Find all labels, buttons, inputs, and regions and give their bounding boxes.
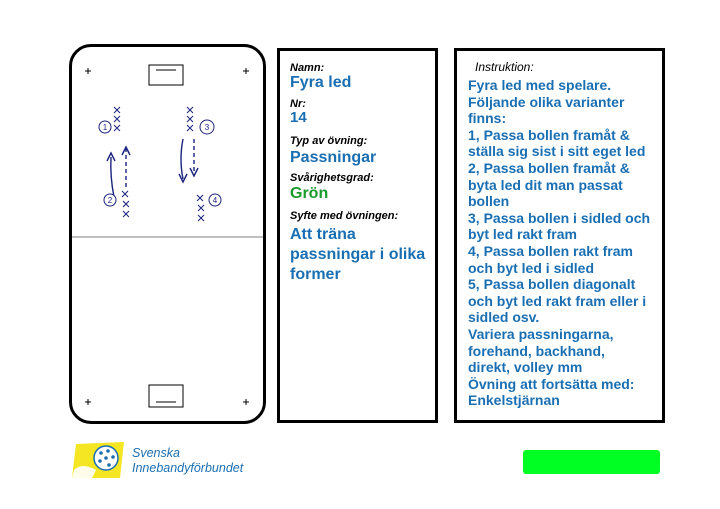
instruction-line: 1, Passa bollen framåt &	[468, 126, 630, 143]
instruction-line: Variera passningarna,	[468, 325, 614, 342]
players	[114, 107, 204, 221]
logo-line-2: Innebandyförbundet	[132, 461, 244, 475]
queue-label-3: 3	[204, 123, 210, 132]
federation-logo	[70, 440, 270, 480]
instruction-line: 3, Passa bollen i sidled och	[468, 209, 651, 226]
instruction-line: finns:	[468, 110, 507, 127]
instruction-line: byt led rakt fram	[468, 226, 577, 243]
instruction-line: Följande olika varianter	[468, 93, 625, 110]
instruction-panel	[454, 48, 665, 423]
instruction-line: bollen	[468, 193, 510, 210]
type-label: Typ av övning:	[290, 135, 368, 147]
instruction-line: Fyra led med spelare.	[468, 77, 612, 93]
instruction-line: 2, Passa bollen framåt &	[468, 159, 630, 176]
instruction-line: Enkelstjärnan	[468, 392, 560, 409]
instruction-line: 5, Passa bollen diagonalt	[468, 276, 636, 293]
purpose-label: Syfte med övningen:	[290, 210, 399, 222]
logo-text	[132, 446, 243, 476]
difficulty-label: Svårighetsgrad:	[290, 172, 374, 184]
logo-line-1: Svenska	[132, 446, 180, 460]
rink-diagram	[69, 44, 266, 424]
arrow-solid-right	[181, 139, 183, 179]
instruction-line: Övning att fortsätta med:	[468, 375, 635, 392]
purpose-line-2: passningar i olika	[290, 246, 426, 263]
instruction-line: ställa sig sist i sitt eget led	[468, 143, 646, 160]
name-value: Fyra led	[290, 74, 352, 91]
nr-label: Nr:	[290, 98, 306, 110]
purpose-line-1: Att träna	[290, 226, 356, 243]
rink-drawing	[72, 47, 263, 421]
nr-value: 14	[290, 109, 307, 126]
instruction-line: byta led dit man passat	[468, 176, 623, 193]
name-label: Namn:	[290, 62, 325, 74]
bottom-goal	[149, 385, 183, 407]
instruction-line: 4, Passa bollen rakt fram	[468, 242, 633, 259]
type-value: Passningar	[290, 149, 377, 166]
queue-label-4: 4	[212, 196, 218, 205]
queue-label-2: 2	[107, 196, 113, 205]
instruction-line: forehand, backhand,	[468, 342, 605, 359]
exercise-info-panel	[277, 48, 438, 423]
queue-circles	[99, 120, 221, 206]
instruction-line: och byt led i sidled	[468, 259, 595, 276]
queue-label-1: 1	[102, 123, 108, 132]
pass-arrows	[107, 139, 198, 197]
instruction-label: Instruktion:	[475, 60, 534, 74]
instruction-lines	[468, 77, 650, 409]
purpose-line-3: former	[290, 266, 341, 283]
difficulty-color-bar	[523, 450, 660, 474]
instruction-line: direkt, volley mm	[468, 359, 583, 376]
floorball-logo-icon	[70, 440, 130, 480]
instruction-line: sidled osv.	[468, 309, 540, 326]
difficulty-value: Grön	[290, 185, 329, 202]
instruction-line: och byt led rakt fram eller i	[468, 292, 647, 309]
top-goal	[149, 65, 183, 85]
arrow-solid-left	[111, 157, 114, 197]
